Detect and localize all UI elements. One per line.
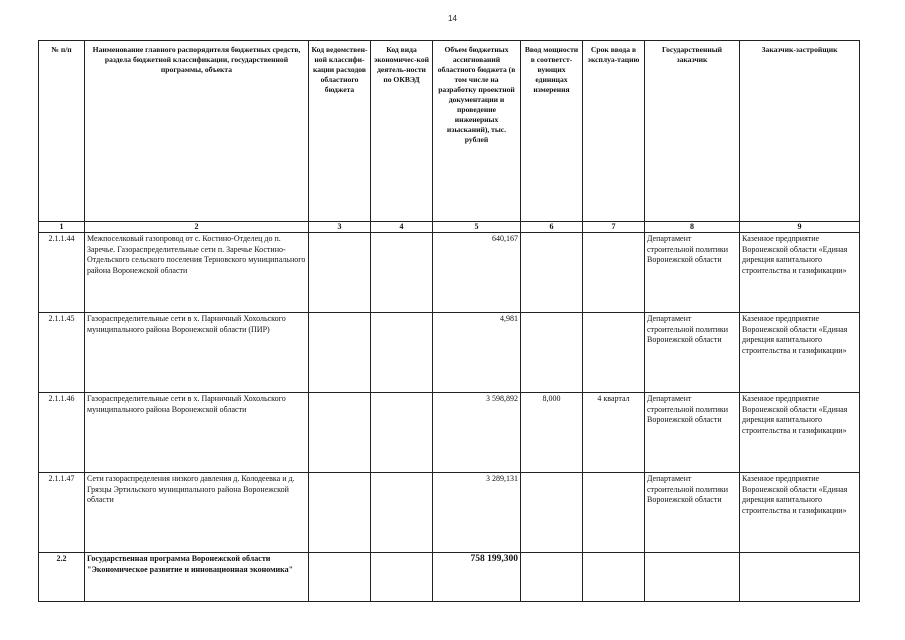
row-number: 2.2 (39, 553, 85, 602)
program-name: Государственная программа Воронежской области "Экономическое развитие и инновационная экономика" (85, 553, 309, 602)
header-num: № п/п (39, 41, 85, 222)
budget-amount: 3 289,131 (433, 473, 521, 553)
row-number: 2.1.1.47 (39, 473, 85, 553)
column-number: 7 (583, 222, 645, 233)
header-builder: Заказчик-застройщик (740, 41, 860, 222)
table-row (39, 313, 860, 393)
okved-code (371, 553, 433, 602)
header-term: Срок ввода в эксплуа-тацию (583, 41, 645, 222)
row-number: 2.1.1.45 (39, 313, 85, 393)
page-number: 14 (448, 14, 457, 23)
okved-code (371, 313, 433, 393)
commission-term: 4 квартал (583, 393, 645, 473)
commission-term (583, 553, 645, 602)
okved-code (371, 473, 433, 553)
column-number: 3 (309, 222, 371, 233)
developer-customer (740, 553, 860, 602)
developer-customer: Казенное предприятие Воронежской области «Единая дирекция капитального строительства и газификации» (740, 313, 860, 393)
object-name: Газораспределительные сети в х. Парничный Хохольского муниципального района Воронежской области (ПИР) (85, 313, 309, 393)
object-name: Сети газораспределения низкого давления д. Колодеевка и д. Грязцы Эртильского муниципального района Воронежской области (85, 473, 309, 553)
column-number: 8 (645, 222, 740, 233)
column-number: 6 (521, 222, 583, 233)
row-number: 2.1.1.46 (39, 393, 85, 473)
header-code: Код ведомствен-ной классифи-кации расходов областного бюджета (309, 41, 371, 222)
budget-amount: 4,981 (433, 313, 521, 393)
header-customer: Государственный заказчик (645, 41, 740, 222)
budget-code (309, 233, 371, 313)
program-total-row (39, 553, 860, 602)
budget-table (38, 40, 860, 602)
column-number-row (39, 222, 860, 233)
table-row (39, 233, 860, 313)
okved-code (371, 393, 433, 473)
capacity (521, 473, 583, 553)
header-row (39, 41, 860, 222)
column-number: 2 (85, 222, 309, 233)
state-customer: Департамент строительной политики Воронежской области (645, 393, 740, 473)
commission-term (583, 313, 645, 393)
state-customer: Департамент строительной политики Воронежской области (645, 473, 740, 553)
commission-term (583, 233, 645, 313)
budget-amount: 640,167 (433, 233, 521, 313)
budget-amount: 3 598,892 (433, 393, 521, 473)
object-name: Межпоселковый газопровод от с. Костино-Отделец до п. Заречье. Газораспределительные сети п. Заречье Костино-Отдельского сельского поселения Терновского муниципального района Воронежской области (85, 233, 309, 313)
budget-code (309, 473, 371, 553)
state-customer (645, 553, 740, 602)
budget-code (309, 393, 371, 473)
capacity (521, 233, 583, 313)
budget-code (309, 553, 371, 602)
column-number: 5 (433, 222, 521, 233)
header-okved: Код вида экономичес-кой деятель-ности по ОКВЭД (371, 41, 433, 222)
table-row (39, 393, 860, 473)
developer-customer: Казенное предприятие Воронежской области «Единая дирекция капитального строительства и газификации» (740, 233, 860, 313)
commission-term (583, 473, 645, 553)
column-number: 9 (740, 222, 860, 233)
column-number: 4 (371, 222, 433, 233)
okved-code (371, 233, 433, 313)
capacity (521, 553, 583, 602)
state-customer: Департамент строительной политики Воронежской области (645, 233, 740, 313)
header-name: Наименование главного распорядителя бюджетных средств, раздела бюджетной классификации, государственной программы, объекта (85, 41, 309, 222)
state-customer: Департамент строительной политики Воронежской области (645, 313, 740, 393)
program-total-amount: 758 199,300 (433, 553, 521, 602)
developer-customer: Казенное предприятие Воронежской области «Единая дирекция капитального строительства и газификации» (740, 473, 860, 553)
capacity: 8,000 (521, 393, 583, 473)
table-row (39, 473, 860, 553)
capacity (521, 313, 583, 393)
column-number: 1 (39, 222, 85, 233)
header-amount: Объем бюджетных ассигнований областного бюджета (в том числе на разработку проектной документации и проведение инженерных изысканий), тыс. рублей (433, 41, 521, 222)
object-name: Газораспределительные сети в х. Парничный Хохольского муниципального района Воронежской области (85, 393, 309, 473)
row-number: 2.1.1.44 (39, 233, 85, 313)
header-capacity: Ввод мощности в соответст-вующих единицах измерения (521, 41, 583, 222)
developer-customer: Казенное предприятие Воронежской области «Единая дирекция капитального строительства и газификации» (740, 393, 860, 473)
budget-code (309, 313, 371, 393)
